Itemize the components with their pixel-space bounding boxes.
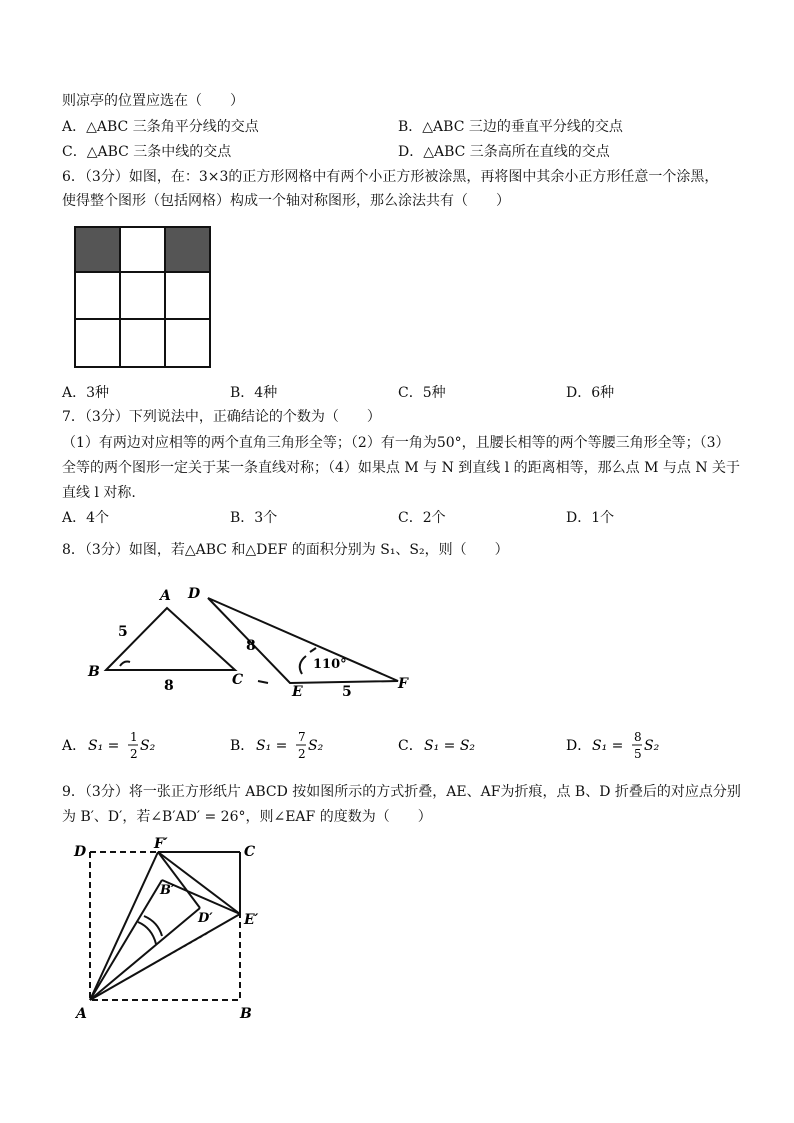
q8-d-num: 8: [634, 730, 642, 744]
q5-option-d[interactable]: D．△ABC 三条高所在直线的交点: [398, 144, 610, 160]
q8-option-a[interactable]: [61, 730, 156, 761]
label-d: D: [188, 586, 201, 602]
line-ab1: [90, 880, 162, 1000]
q6-grid-figure: [72, 224, 214, 370]
q8-b-lhs: S₁ =: [256, 738, 288, 754]
q8-option-c[interactable]: [398, 738, 475, 754]
q7-option-a[interactable]: A．4个: [62, 510, 110, 526]
label-b: B: [88, 664, 100, 680]
q5-option-b[interactable]: B．△ABC 三边的垂直平分线的交点: [398, 119, 623, 135]
q7-stem-line4: 直线 l 对称.: [62, 485, 136, 501]
length-ef: 5: [342, 684, 352, 700]
q8-d-den: 5: [634, 747, 642, 761]
label-f: F: [398, 676, 408, 692]
q8-c-lhs: S₁ = S₂: [424, 738, 476, 754]
angle-b-mark: [120, 662, 130, 667]
tick-mark: [310, 648, 316, 652]
q8-a-rhs: S₂: [140, 738, 156, 754]
q8-a-lhs: S₁ =: [88, 738, 120, 754]
grid-cell-shaded-left: [75, 227, 120, 272]
q7-stem-line2: （1）有两边对应相等的两个直角三角形全等；（2）有一角为50°，且腰长相等的两个等腰三角形全等；（3）: [62, 435, 730, 451]
q7-option-c[interactable]: C．2个: [398, 510, 446, 526]
q7-option-d[interactable]: D．1个: [566, 510, 615, 526]
label-a: A: [76, 1006, 87, 1022]
label-e-prime: E′: [244, 912, 259, 928]
q8-b-num: 7: [298, 730, 306, 744]
q8-stem-line1: 8．（3分）如图，若△ABC 和△DEF 的面积分别为 S₁、S₂，则（ ）: [62, 542, 509, 558]
label-b-prime: B′: [160, 883, 175, 898]
label-e: E: [292, 684, 303, 700]
q6-option-d[interactable]: D．6种: [566, 385, 615, 401]
label-c: C: [244, 844, 256, 860]
fold-line-af: [90, 852, 158, 1000]
q8-b-den: 2: [298, 747, 306, 761]
q8-triangles-figure: [80, 578, 420, 702]
q8-a-prefix: A．: [62, 738, 87, 754]
q8-option-b[interactable]: [230, 730, 324, 761]
q8-c-prefix: C．: [398, 738, 423, 754]
q8-d-lhs: S₁ =: [592, 738, 624, 754]
q9-stem-line2: 为 B′、D′，若∠B′AD′ = 26°，则∠EAF 的度数为（ ）: [62, 809, 432, 825]
q8-a-den: 2: [130, 747, 138, 761]
length-ab: 5: [118, 624, 128, 640]
q7-stem-line1: 7．（3分）下列说法中，正确结论的个数为（ ）: [62, 409, 381, 425]
q7-option-b[interactable]: B．3个: [230, 510, 278, 526]
q5-option-c[interactable]: C．△ABC 三条中线的交点: [62, 144, 232, 160]
label-c: C: [232, 672, 244, 688]
label-b: B: [240, 1006, 252, 1022]
q6-option-c[interactable]: C．5种: [398, 385, 446, 401]
q6-stem-line1: 6．（3分）如图，在：3×3的正方形网格中有两个小正方形被涂黑，再将图中其余小正方形任意一个涂黑，: [62, 169, 719, 185]
label-f-prime: F′: [154, 836, 168, 852]
label-a: A: [160, 588, 171, 604]
angle-arc-2: [144, 916, 162, 936]
q5-option-a[interactable]: A．△ABC 三条角平分线的交点: [62, 119, 259, 135]
angle-arc-1: [138, 922, 156, 944]
q8-options: [60, 728, 740, 764]
q9-stem-line1: 9．（3分）将一张正方形纸片 ABCD 按如图所示的方式折叠，AE、AF为折痕，点 B、D 折叠后的对应点分别: [62, 784, 741, 800]
label-d: D: [74, 844, 87, 860]
q8-d-rhs: S₂: [644, 738, 660, 754]
length-bc: 8: [164, 678, 174, 694]
q7-stem-line3: 全等的两个图形一定关于某一条直线对称；（4）如果点 M 与 N 到直线 l 的距离相等，那么点 M 与点 N 关于: [62, 460, 741, 476]
q6-option-a[interactable]: A．3种: [62, 385, 110, 401]
q8-d-prefix: D．: [566, 738, 592, 754]
q8-a-num: 1: [130, 730, 138, 744]
q6-option-b[interactable]: B．4种: [230, 385, 278, 401]
dash-mark: [258, 681, 268, 683]
q5-tail: 则凉亭的位置应选在（ ）: [62, 93, 244, 109]
line-ad1: [90, 908, 200, 1000]
q8-option-d[interactable]: [566, 730, 660, 761]
q8-b-prefix: B．: [230, 738, 255, 754]
q8-b-rhs: S₂: [308, 738, 324, 754]
label-d-prime: D′: [198, 911, 213, 926]
angle-110: 110°: [313, 657, 347, 672]
q9-fold-figure: [70, 836, 270, 1026]
angle-e-mark: [300, 656, 306, 674]
length-de: 8: [246, 638, 256, 654]
q6-stem-line2: 使得整个图形（包括网格）构成一个轴对称图形，那么涂法共有（ ）: [62, 193, 510, 209]
grid-cell-shaded-right: [165, 227, 210, 272]
